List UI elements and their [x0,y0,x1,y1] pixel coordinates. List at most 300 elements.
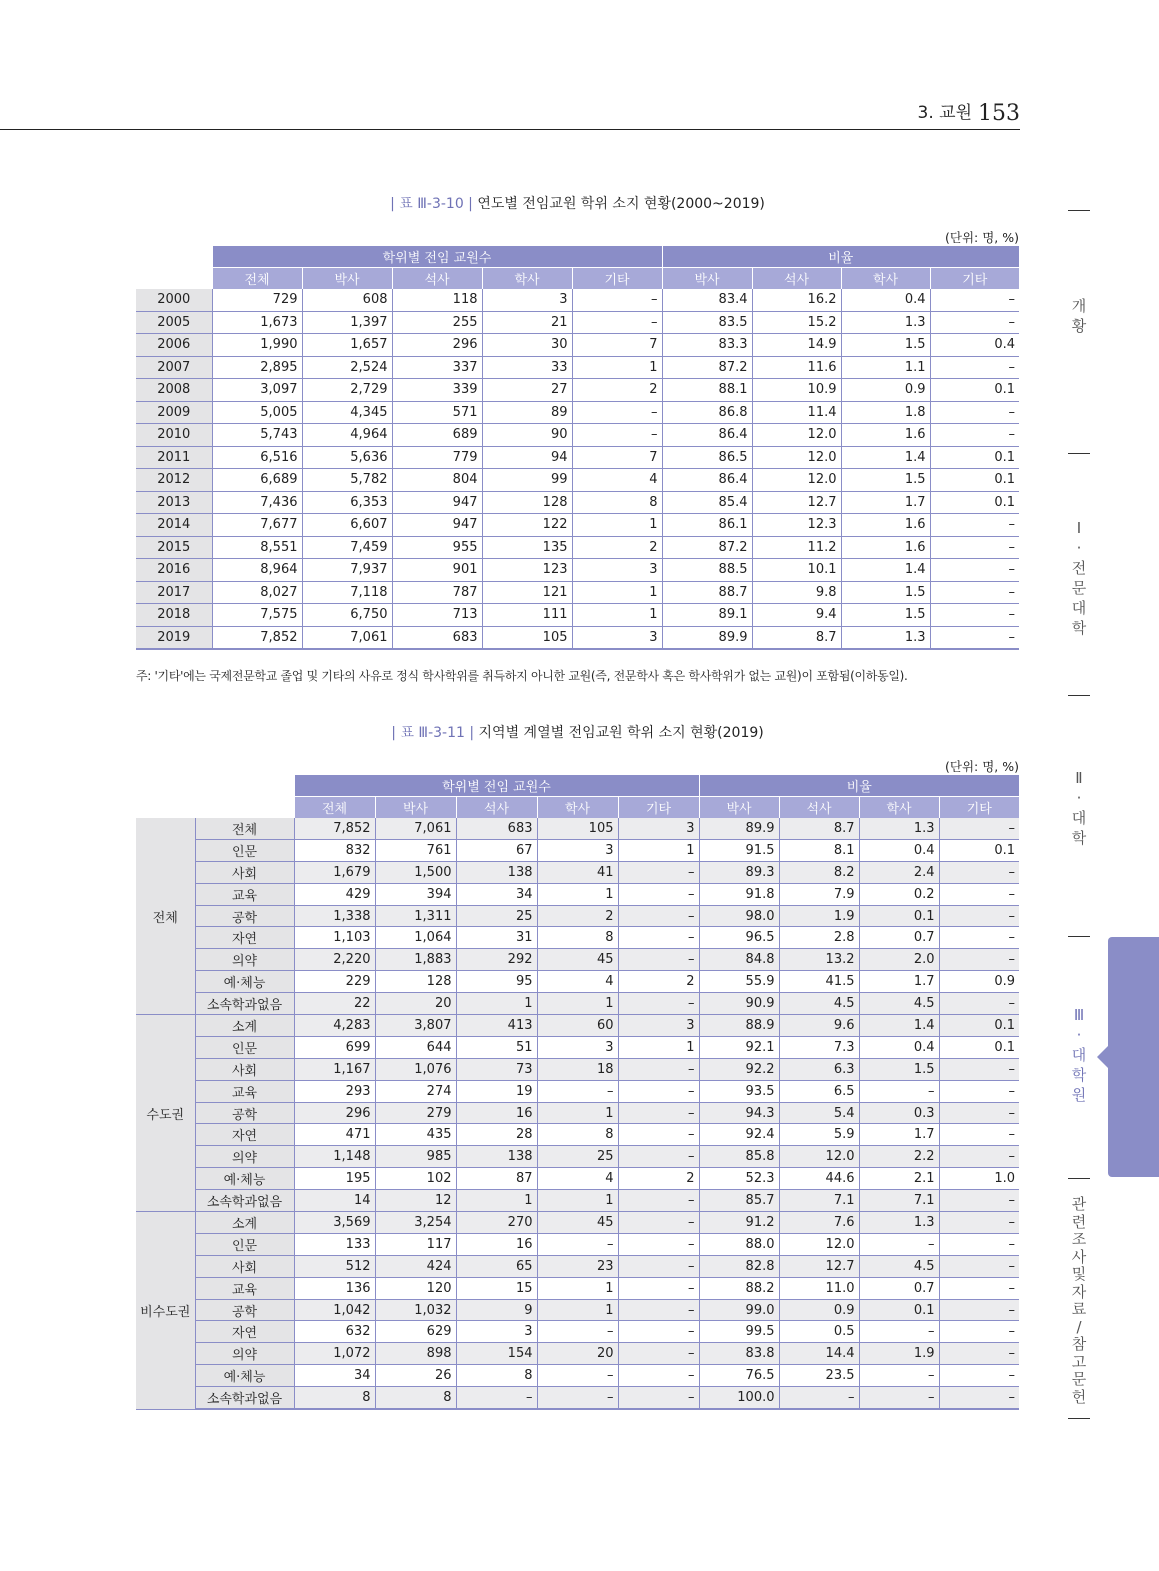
value-cell: – [618,993,699,1015]
value-cell: 1 [572,604,662,627]
value-cell: 2,895 [212,356,302,379]
value-cell: 1 [572,514,662,537]
table-row [136,1168,1019,1190]
field-cell: 의약 [195,949,294,971]
value-cell: 12.3 [752,514,841,537]
value-cell: 10.1 [752,559,841,582]
value-cell: 8,551 [212,536,302,559]
value-cell: 26 [375,1365,456,1387]
value-cell: 608 [302,289,392,311]
value-cell: 86.4 [662,469,752,492]
value-cell: 76.5 [699,1365,779,1387]
value-cell: 4 [572,469,662,492]
value-cell: 12.0 [752,446,841,469]
side-nav-char: 개 [1071,297,1087,315]
table1-column-header: 학사 [482,268,572,290]
running-header [900,98,1020,126]
value-cell: 13.2 [779,949,859,971]
side-divider [1068,1178,1090,1179]
value-cell: 699 [294,1036,375,1058]
value-cell: 2,220 [294,949,375,971]
value-cell: 12.0 [752,469,841,492]
value-cell: 0.1 [930,379,1019,402]
value-cell: 296 [392,334,482,357]
value-cell: 0.7 [859,1277,939,1299]
value-cell: 100.0 [699,1387,779,1409]
value-cell: – [939,1124,1019,1146]
value-cell: 92.4 [699,1124,779,1146]
value-cell: 255 [392,311,482,334]
value-cell: 2.2 [859,1146,939,1168]
value-cell: 91.2 [699,1212,779,1234]
value-cell: 1,883 [375,949,456,971]
value-cell: 229 [294,971,375,993]
value-cell: 947 [392,514,482,537]
value-cell: – [618,1277,699,1299]
value-cell: 683 [392,626,482,649]
table-row [136,1299,1019,1321]
value-cell: 51 [456,1036,537,1058]
value-cell: – [618,861,699,883]
value-cell: 111 [482,604,572,627]
value-cell: 94 [482,446,572,469]
value-cell: 632 [294,1321,375,1343]
value-cell: 413 [456,1015,537,1037]
value-cell: 0.1 [859,905,939,927]
value-cell: 20 [537,1343,618,1365]
table2-column-header: 박사 [699,797,779,819]
value-cell: 86.5 [662,446,752,469]
value-cell: – [618,1387,699,1409]
value-cell: 123 [482,559,572,582]
value-cell: 4.5 [779,993,859,1015]
value-cell: 8 [572,491,662,514]
value-cell: – [618,1321,699,1343]
value-cell: – [618,1080,699,1102]
value-cell: – [930,424,1019,447]
value-cell: – [930,581,1019,604]
table-row [136,1212,1019,1234]
value-cell: 2 [618,971,699,993]
side-nav-char: Ⅰ [1076,519,1082,537]
value-cell: 121 [482,581,572,604]
value-cell: 11.4 [752,401,841,424]
value-cell: 154 [456,1343,537,1365]
value-cell: 34 [294,1365,375,1387]
value-cell: 9 [456,1299,537,1321]
table-row [136,1387,1019,1409]
value-cell: 1.5 [859,1058,939,1080]
header-rule [0,129,1020,130]
value-cell: – [537,1080,618,1102]
table-row [136,356,1019,379]
side-nav-item[interactable] [1070,518,1088,638]
value-cell: 3 [482,289,572,311]
value-cell: 3 [618,818,699,839]
side-nav-char: 대 [1071,1046,1087,1064]
value-cell: 0.1 [859,1299,939,1321]
value-cell: 73 [456,1058,537,1080]
value-cell: – [939,949,1019,971]
value-cell: 4 [537,971,618,993]
field-cell: 공학 [195,1299,294,1321]
year-cell: 2018 [136,604,212,627]
value-cell: 2 [537,905,618,927]
value-cell: 12 [375,1190,456,1212]
value-cell: 4,964 [302,424,392,447]
value-cell: 1,148 [294,1146,375,1168]
table2-column-header: 석사 [456,797,537,819]
value-cell: 0.9 [841,379,930,402]
value-cell: 1 [456,1190,537,1212]
side-nav-item[interactable] [1070,296,1088,336]
value-cell: 22 [294,993,375,1015]
table2 [136,775,1019,1410]
value-cell: – [618,927,699,949]
value-cell: 7,575 [212,604,302,627]
value-cell: 1,311 [375,905,456,927]
value-cell: 424 [375,1255,456,1277]
table1-column-header: 기타 [930,268,1019,290]
value-cell: 279 [375,1102,456,1124]
value-cell: – [939,883,1019,905]
value-cell: 41 [537,861,618,883]
value-cell: 0.9 [939,971,1019,993]
value-cell: 1,990 [212,334,302,357]
value-cell: 5.4 [779,1102,859,1124]
value-cell: 91.8 [699,883,779,905]
value-cell: 2.8 [779,927,859,949]
value-cell: 11.2 [752,536,841,559]
side-nav-char: 원 [1071,1086,1087,1104]
side-nav-char: 참 [1071,1335,1087,1353]
value-cell: 16 [456,1102,537,1124]
table2-title: 지역별 계열별 전임교원 학위 소지 현황(2019) [478,725,764,741]
side-nav-item[interactable] [1070,768,1088,848]
value-cell: 1.5 [841,469,930,492]
side-nav-char: 대 [1071,809,1087,827]
value-cell: 85.8 [699,1146,779,1168]
side-nav-item-active[interactable] [1070,1005,1088,1105]
value-cell: 67 [456,839,537,861]
value-cell: 33 [482,356,572,379]
value-cell: 89.1 [662,604,752,627]
value-cell: 1,397 [302,311,392,334]
field-cell: 자연 [195,1124,294,1146]
value-cell: 20 [375,993,456,1015]
table-row [136,1015,1019,1037]
table2-corner [136,797,294,819]
side-nav-char: / [1076,1317,1082,1336]
value-cell: 0.1 [930,446,1019,469]
table2-group-header-count: 학위별 전임 교원수 [294,775,699,797]
side-nav-char: 사 [1071,1247,1087,1266]
value-cell: 1 [537,883,618,905]
value-cell: – [618,1343,699,1365]
year-cell: 2011 [136,446,212,469]
value-cell: 293 [294,1080,375,1102]
value-cell: 27 [482,379,572,402]
value-cell: 8 [537,1124,618,1146]
value-cell: 1.4 [841,559,930,582]
value-cell: 1.9 [859,1343,939,1365]
value-cell: – [939,1058,1019,1080]
value-cell: – [939,1080,1019,1102]
table-row [136,424,1019,447]
table2-caption [136,722,1019,742]
value-cell: 99.5 [699,1321,779,1343]
value-cell: 8.7 [752,626,841,649]
value-cell: – [939,905,1019,927]
value-cell: – [939,1321,1019,1343]
table-row [136,1343,1019,1365]
value-cell: 512 [294,1255,375,1277]
value-cell: 898 [375,1343,456,1365]
table2-column-header: 석사 [779,797,859,819]
value-cell: 1.7 [841,491,930,514]
value-cell: 6,607 [302,514,392,537]
value-cell: 34 [456,883,537,905]
value-cell: 90.9 [699,993,779,1015]
value-cell: 7,118 [302,581,392,604]
value-cell: 31 [456,927,537,949]
value-cell: 4,283 [294,1015,375,1037]
value-cell: 12.0 [752,424,841,447]
value-cell: 88.7 [662,581,752,604]
value-cell: 8 [375,1387,456,1409]
page-number: 153 [978,101,1020,126]
table-row [136,839,1019,861]
table-row [136,581,1019,604]
value-cell: 292 [456,949,537,971]
value-cell: 16 [456,1233,537,1255]
side-nav-char: 료 [1071,1300,1087,1318]
value-cell: 1 [537,1190,618,1212]
value-cell: 296 [294,1102,375,1124]
year-cell: 2007 [136,356,212,379]
value-cell: – [537,1233,618,1255]
value-cell: 6.5 [779,1080,859,1102]
value-cell: 1.8 [841,401,930,424]
field-cell: 공학 [195,905,294,927]
value-cell: 8 [294,1387,375,1409]
value-cell: – [537,1365,618,1387]
value-cell: 8.1 [779,839,859,861]
value-cell: 18 [537,1058,618,1080]
value-cell: – [930,401,1019,424]
value-cell: – [456,1387,537,1409]
value-cell: 6,750 [302,604,392,627]
field-cell: 교육 [195,883,294,905]
value-cell: 832 [294,839,375,861]
value-cell: 88.5 [662,559,752,582]
field-cell: 소속학과없음 [195,993,294,1015]
side-nav-item[interactable] [1070,1196,1088,1406]
field-cell: 예·체능 [195,1168,294,1190]
table-row [136,311,1019,334]
table-row [136,1058,1019,1080]
field-cell: 의약 [195,1146,294,1168]
value-cell: 136 [294,1277,375,1299]
value-cell: 571 [392,401,482,424]
table1-note: 주: '기타'에는 국제전문학교 졸업 및 기타의 사유로 정식 학사학위를 취득하지 아니한 교원(즉, 전문학사 혹은 학사학위가 없는 교원)이 포함됨(이하동일). [136,669,908,683]
value-cell: 471 [294,1124,375,1146]
field-cell: 교육 [195,1080,294,1102]
table-row [136,626,1019,649]
value-cell: 52.3 [699,1168,779,1190]
value-cell: – [572,311,662,334]
table-row [136,1233,1019,1255]
year-cell: 2015 [136,536,212,559]
value-cell: 12.0 [779,1146,859,1168]
value-cell: 83.8 [699,1343,779,1365]
side-nav-char: 및 [1071,1265,1087,1283]
value-cell: – [537,1387,618,1409]
side-nav-char: Ⅱ [1075,769,1083,787]
value-cell: 0.1 [939,1036,1019,1058]
table-row [136,1146,1019,1168]
value-cell: – [939,1146,1019,1168]
value-cell: – [859,1233,939,1255]
value-cell: 60 [537,1015,618,1037]
table-row [136,883,1019,905]
table2-column-header: 기타 [618,797,699,819]
value-cell: 3 [572,559,662,582]
table-row [136,1080,1019,1102]
value-cell: 96.5 [699,927,779,949]
value-cell: 7,436 [212,491,302,514]
year-cell: 2016 [136,559,212,582]
value-cell: – [572,401,662,424]
value-cell: 2 [572,379,662,402]
value-cell: – [939,861,1019,883]
value-cell: 15.2 [752,311,841,334]
value-cell: 1,042 [294,1299,375,1321]
field-cell: 전체 [195,818,294,839]
value-cell: – [618,883,699,905]
table-row [136,446,1019,469]
value-cell: 1.3 [859,818,939,839]
value-cell: 8 [456,1365,537,1387]
value-cell: 2 [618,1168,699,1190]
value-cell: 25 [456,905,537,927]
region-cell: 수도권 [136,1015,195,1212]
table-row [136,514,1019,537]
value-cell: 7,061 [375,818,456,839]
value-cell: 7.3 [779,1036,859,1058]
table-row [136,536,1019,559]
year-cell: 2019 [136,626,212,649]
side-nav-char: · [1076,539,1082,557]
side-divider [1068,1418,1090,1419]
value-cell: – [618,1124,699,1146]
table-row [136,971,1019,993]
value-cell: 82.8 [699,1255,779,1277]
value-cell: – [939,1387,1019,1409]
year-cell: 2014 [136,514,212,537]
field-cell: 자연 [195,1321,294,1343]
value-cell: 339 [392,379,482,402]
value-cell: – [779,1387,859,1409]
table2-unit: (단위: 명, %) [945,759,1019,774]
value-cell: 629 [375,1321,456,1343]
value-cell: 394 [375,883,456,905]
value-cell: – [939,927,1019,949]
value-cell: 94.3 [699,1102,779,1124]
value-cell: 1 [537,1102,618,1124]
value-cell: 98.0 [699,905,779,927]
value-cell: – [930,356,1019,379]
value-cell: 11.6 [752,356,841,379]
value-cell: 3 [537,839,618,861]
value-cell: 120 [375,1277,456,1299]
value-cell: 1,679 [294,861,375,883]
value-cell: 1.5 [841,581,930,604]
value-cell: – [930,559,1019,582]
value-cell: – [939,1102,1019,1124]
value-cell: – [939,1190,1019,1212]
value-cell: 9.6 [779,1015,859,1037]
value-cell: – [939,1212,1019,1234]
value-cell: 83.3 [662,334,752,357]
table-row [136,1124,1019,1146]
value-cell: 1.3 [841,626,930,649]
value-cell: 15 [456,1277,537,1299]
table1-column-header: 기타 [572,268,662,290]
value-cell: – [618,1058,699,1080]
value-cell: – [618,1102,699,1124]
table1-column-header: 박사 [302,268,392,290]
year-cell: 2000 [136,289,212,311]
value-cell: 5,743 [212,424,302,447]
field-cell: 소속학과없음 [195,1387,294,1409]
side-nav-char: 학 [1071,1066,1087,1084]
value-cell: 689 [392,424,482,447]
table-row [136,289,1019,311]
chapter-title: 3. 교원 [917,103,972,123]
value-cell: 2.0 [859,949,939,971]
field-cell: 소계 [195,1015,294,1037]
value-cell: 1.0 [939,1168,1019,1190]
value-cell: 1,167 [294,1058,375,1080]
table-row [136,861,1019,883]
value-cell: 1.7 [859,971,939,993]
value-cell: 83.5 [662,311,752,334]
value-cell: 3,807 [375,1015,456,1037]
value-cell: 8.7 [779,818,859,839]
value-cell: 1 [572,356,662,379]
value-cell: 8.2 [779,861,859,883]
field-cell: 교육 [195,1277,294,1299]
table-row [136,905,1019,927]
value-cell: 117 [375,1233,456,1255]
value-cell: 99.0 [699,1299,779,1321]
field-cell: 자연 [195,927,294,949]
value-cell: 3,569 [294,1212,375,1234]
table-row [136,469,1019,492]
value-cell: – [939,1255,1019,1277]
value-cell: 985 [375,1146,456,1168]
value-cell: 729 [212,289,302,311]
value-cell: 99 [482,469,572,492]
table1-label: | 표 Ⅲ-3-10 | [390,196,473,212]
side-nav-char: 조 [1071,1230,1087,1248]
value-cell: – [618,905,699,927]
value-cell: 0.9 [779,1299,859,1321]
value-cell: 138 [456,861,537,883]
field-cell: 공학 [195,1102,294,1124]
value-cell: 195 [294,1168,375,1190]
